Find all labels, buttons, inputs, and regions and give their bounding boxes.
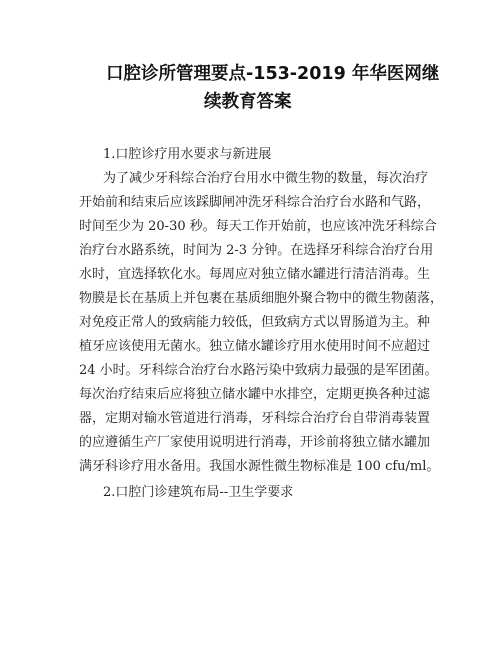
paragraph-line: 植牙应该使用无菌水。独立储水罐诊疗用水使用时间不应超过 (79, 339, 431, 354)
paragraph-line: 开始前和结束后应该踩脚闸冲洗牙科综合治疗台水路和气路， (79, 195, 431, 210)
paragraph-line: 水时，宜选择软化水。每周应对独立储水罐进行清洁消毒。生 (79, 267, 431, 282)
paragraph-line: 满牙科诊疗用水备用。我国水源性微生物标准是 100 cfu/ml。 (79, 459, 440, 474)
paragraph-line: 每次治疗结束后应将独立储水罐中水排空，定期更换各种过滤 (79, 387, 431, 402)
section-2-heading: 2.口腔门诊建筑布局--卫生学要求 (103, 485, 294, 500)
paragraph-line: 对免疫正常人的致病能力较低，但致病方式以胃肠道为主。种 (79, 315, 431, 330)
paragraph-line: 物膜是长在基质上并包裹在基质细胞外聚合物中的微生物菌落， (79, 291, 444, 306)
paragraph-line: 治疗台水路系统，时间为 2-3 分钟。在选择牙科综合治疗台用 (79, 243, 434, 258)
paragraph-line: 时间至少为 20-30 秒。每天工作开始前，也应该冲洗牙科综合 (79, 219, 437, 234)
paragraph-line: 的应遵循生产厂家使用说明进行消毒，开诊前将独立储水罐加 (79, 435, 431, 450)
document-title-line-1: 口腔诊所管理要点-153-2019 年华医网继 (106, 64, 440, 84)
paragraph-line: 器，定期对输水管道进行消毒，牙科综合治疗台自带消毒装置 (79, 411, 431, 426)
paragraph-line: 为了减少牙科综合治疗台用水中微生物的数量，每次治疗 (103, 171, 429, 186)
document-title-line-2: 续教育答案 (204, 92, 292, 112)
paragraph-line: 24 小时。牙科综合治疗台水路污染中致病力最强的是军团菌。 (79, 363, 438, 378)
section-1-heading: 1.口腔诊疗用水要求与新进展 (103, 147, 272, 162)
